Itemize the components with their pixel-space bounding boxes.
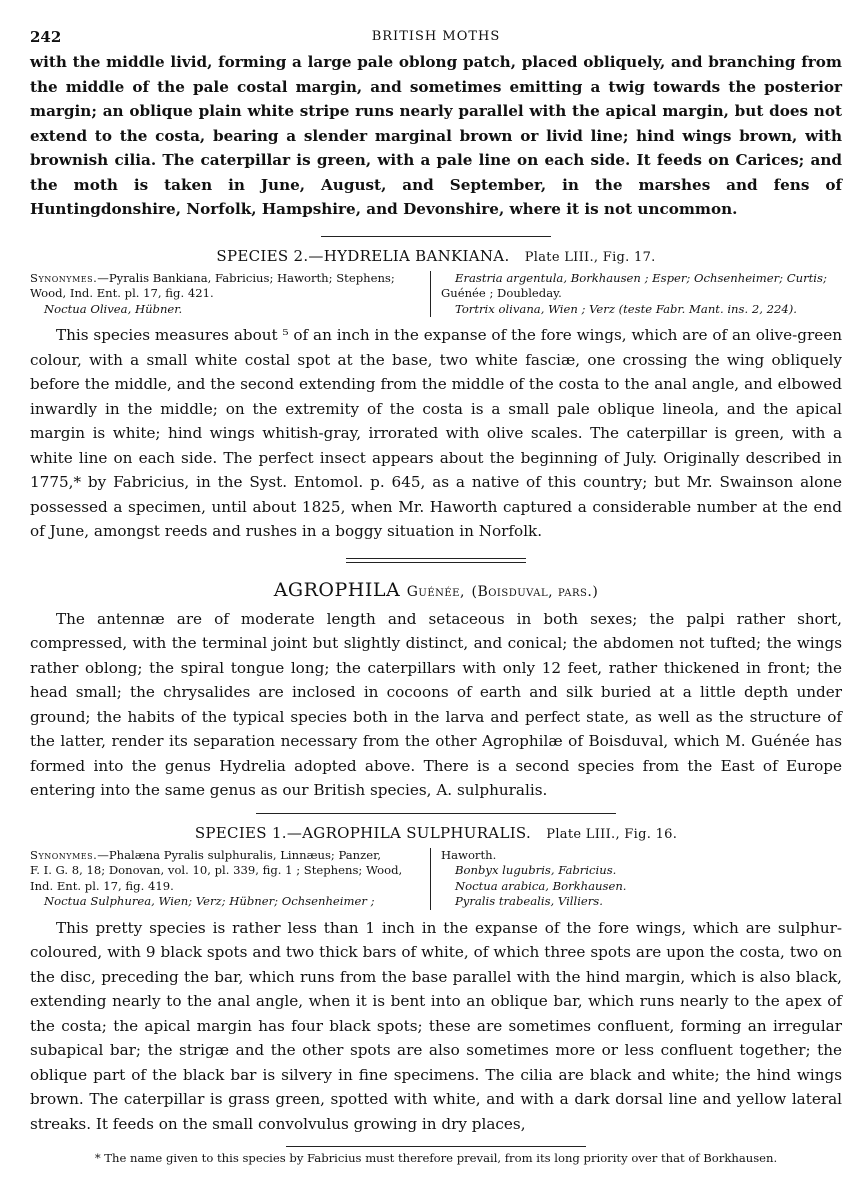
synonym-line: Bonbyx lugubris, Fabricius.: [455, 863, 617, 877]
book-page: [30, 28, 842, 1166]
synonym-line: —Pyralis Bankiana, Fabricius; Haworth; Stephens;: [97, 270, 395, 285]
genus-author: Guénée,: [406, 583, 465, 600]
double-rule-divider: [346, 558, 526, 563]
synonym-line: Tortrix olivana, Wien ; Verz (teste Fabr. Mant. ins. 2, 224).: [455, 301, 797, 316]
section-divider: [321, 236, 551, 237]
species-1-synonymes: [30, 848, 842, 910]
synonym-line: Ind. Ent. pl. 17, fig. 419.: [30, 878, 174, 893]
species-1-title: SPECIES 1.—AGROPHILA SULPHURALIS.: [194, 823, 532, 842]
synonymes-left-column: [30, 848, 430, 910]
footnote-rule: [286, 1146, 586, 1147]
species-2-plate: Plate LIII., Fig. 17.: [524, 249, 656, 265]
genus-heading: [30, 579, 842, 601]
synonym-line: Erastria argentula, Borkhausen ; Esper; Ochsenheimer; Curtis;: [455, 270, 827, 285]
synonymes-label: Synonymes.: [30, 847, 98, 862]
footnote: * The name given to this species by Fabricius must therefore prevail, from its long priority over that of Borkhausen.: [94, 1151, 778, 1165]
synonym-line: Haworth.: [441, 847, 497, 862]
synonym-line: Noctua Olivea, Hübner.: [44, 301, 183, 316]
genus-name: AGROPHILA: [273, 578, 401, 601]
species-2-title: SPECIES 2.—HYDRELIA BANKIANA.: [216, 246, 510, 265]
species-1-description: This pretty species is rather less than 1 inch in the expanse of the fore wings, which are sulphur-coloured, with 9 black spots and two thick bars of white, of which three spots are upon the costa, two on the disc, preceding the bar, which runs from the base parallel with the hind margin, which is also black, extending nearly to the anal angle, when it is bent into an oblique bar, which runs nearly to the apex of the costa; the apical margin has four black spots; these are sometimes confluent, forming an irregular subapical bar; the strigæ and the other spots are also sometimes more or less confluent together; the oblique part of the black bar is silvery in fine specimens. The cilia are black and white; the hind wings brown. The caterpillar is grass green, spotted with white, and with a dark dorsal line and yellow lateral streaks. It feeds on the small convolvulus growing in dry places,: [30, 918, 842, 1133]
species-2-description: This species measures about ⁵ of an inch in the expanse of the fore wings, which are of an olive-green colour, with a small white costal spot at the base, two white fasciæ, one crossing the wing obliquely before the middle, and the second extending from the middle of the costa to the anal angle, and elbowed inwardly in the middle; on the extremity of the costa is a small pale oblique lineola, and the apical margin is white; hind wings whitish-gray, irrorated with olive scales. The caterpillar is green, with a white line on each side. The perfect insect appears about the beginning of July. Originally described in 1775,* by Fabricius, in the Syst. Entomol. p. 645, as a native of this country; but Mr. Swainson alone possessed a specimen, until about 1825, when Mr. Haworth captured a considerable number at the end of June, amongst reeds and rushes in a boggy situation in Norfolk.: [30, 326, 842, 540]
synonym-line: F. I. G. 8, 18; Donovan, vol. 10, pl. 339, fig. 1 ; Stephens; Wood,: [30, 863, 403, 877]
page-number: 242: [30, 28, 62, 46]
synonym-line: Wood, Ind. Ent. pl. 17, fig. 421.: [30, 286, 214, 300]
genus-description: The antennæ are of moderate length and setaceous in both sexes; the palpi rather short, compressed, with the terminal joint but slightly distinct, and conical; the abdomen not tufted; the wings rather oblong; the spiral tongue long; the caterpillars with only 12 feet, rather thickened in front; the head small; the chrysalides are inclosed in cocoons of earth and silk buried at a little depth under ground; the habits of the typical species both in the larva and perfect state, as well as the structure of the latter, render its separation necessary from the other Agrophilæ of Boisduval, which M. Guénée has formed into the genus Hydrelia adopted above. There is a second species from the East of Europe entering into the same genus as our British species, A. sulphuralis.: [30, 609, 842, 799]
intro-paragraph: with the middle livid, forming a large pale oblong patch, placed obliquely, and branching from the middle of the pale costal margin, and sometimes emitting a twig towards the posterior margin; an oblique plain white stripe runs nearly parallel with the apical margin, but does not extend to the costa, bearing a slender marginal brown or livid line; hind wings brown, with brownish cilia. The caterpillar is green, with a pale line on each side. It feeds on Carices; and the moth is taken in June, August, and September, in the marshes and fens of Huntingdonshire, Norfolk, Hampshire, and Devonshire, where it is not uncommon.: [30, 53, 842, 218]
synonymes-left-column: [30, 271, 430, 318]
synonymes-right-column: [430, 271, 842, 318]
synonym-line: Noctua Sulphurea, Wien; Verz; Hübner; Ochsenheimer ;: [44, 894, 375, 908]
running-title: BRITISH MOTHS: [371, 29, 501, 44]
synonymes-right-column: [430, 848, 842, 910]
synonym-line: —Phalæna Pyralis sulphuralis, Linnæus; Panzer,: [97, 847, 382, 862]
synonymes-label: Synonymes.: [30, 270, 98, 285]
species-1-plate: Plate LIII., Fig. 16.: [546, 826, 678, 842]
synonym-line: Noctua arabica, Borkhausen.: [455, 878, 627, 893]
species-2-heading: [30, 247, 842, 265]
species-2-synonymes: [30, 271, 842, 318]
section-divider: [256, 813, 616, 814]
species-1-heading: [30, 824, 842, 842]
page-header: [30, 28, 842, 50]
genus-extra: (Boisduval, pars.): [471, 583, 599, 600]
synonym-line: Pyralis trabealis, Villiers.: [455, 894, 603, 908]
synonym-line: Guénée ; Doubleday.: [441, 286, 562, 300]
